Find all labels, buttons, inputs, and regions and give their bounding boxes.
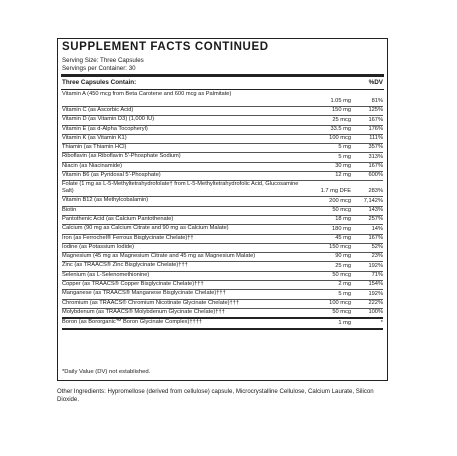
nutrient-amount: 90 mg: [335, 253, 351, 260]
servings-per-container: Servings per Container: 30: [62, 65, 136, 72]
table-header: [62, 79, 383, 88]
table-row: [62, 262, 383, 271]
nutrient-amount: 200 mcg: [329, 197, 351, 204]
nutrient-dv: 283%: [368, 188, 383, 195]
nutrient-amount: 30 mg: [335, 163, 351, 170]
nutrient-amount: 50 mcg: [332, 272, 351, 279]
header-rule: [61, 89, 384, 90]
header-dv: %DV: [368, 79, 383, 86]
nutrient-dv: 125%: [368, 107, 383, 114]
nutrient-dv: 176%: [368, 125, 383, 132]
nutrient-dv: 52%: [371, 244, 383, 251]
nutrient-amount: 100 mcg: [329, 299, 351, 306]
nutrient-amount: 1 mg: [338, 319, 351, 326]
table-row: [62, 91, 383, 107]
nutrient-table: [62, 91, 383, 330]
table-row: [62, 244, 383, 253]
other-ingredients: Other Ingredients: Hypromellose (derived from cellulose) capsule, Microcrystalline Cellulose, Calcium Laurate, Silicon Dioxide.: [57, 388, 374, 403]
table-row: [62, 290, 383, 299]
table-row: [62, 144, 383, 153]
nutrient-amount: 45 mg: [335, 234, 351, 241]
table-row: [62, 172, 383, 181]
table-row: [62, 135, 383, 144]
nutrient-dv: 81%: [371, 98, 383, 104]
nutrient-amount: 1.7 mg DFE: [320, 188, 351, 195]
nutrient-name: Iron (as Ferrochel® Ferrous Bisglycinate Chelate)††: [62, 234, 194, 241]
nutrient-amount: 25 mg: [335, 262, 351, 269]
nutrient-name: Molybdenum (as TRAACS® Molybdenum Glycinate Chelate)†††: [62, 308, 225, 315]
nutrient-amount: 5 mg: [338, 144, 351, 151]
table-row: [62, 300, 383, 309]
nutrient-dv: 7,142%: [363, 197, 383, 204]
nutrient-dv: 192%: [368, 262, 383, 269]
nutrient-name: Vitamin D (as Vitamin D3) (1,000 IU): [62, 116, 155, 123]
nutrient-amount: 33.5 mg: [330, 125, 351, 132]
nutrient-name: Magnesium (45 mg as Magnesium Citrate and 45 mg as Magnesium Malate): [62, 253, 256, 260]
nutrient-dv: 600%: [368, 172, 383, 179]
nutrient-dv: 154%: [368, 281, 383, 288]
table-row: [62, 272, 383, 281]
table-row: [62, 126, 383, 135]
nutrient-dv: 100%: [368, 309, 383, 316]
nutrient-amount: 150 mcg: [329, 244, 351, 251]
nutrient-dv: 257%: [368, 216, 383, 223]
nutrient-name: Copper (as TRAACS® Copper Bisglycinate Chelate)†††: [62, 281, 204, 288]
nutrient-name: Vitamin B12 (as Methylcobalamin): [62, 197, 149, 204]
table-row: [62, 216, 383, 225]
nutrient-dv: 313%: [368, 153, 383, 160]
nutrient-dv: 192%: [368, 290, 383, 297]
table-row: [62, 319, 383, 329]
nutrient-name: Folate (1 mg as L-5-Methyltetrahydrofolate† from L-5-Methyltetrahydrofolic Acid, Glucosamine Salt): [62, 181, 299, 195]
serving-size: Serving Size: Three Capsules: [62, 57, 144, 64]
nutrient-name: Riboflavin (as Riboflavin 5'-Phosphate Sodium): [62, 153, 181, 160]
nutrient-name: Calcium (90 mg as Calcium Citrate and 90 mg as Calcium Malate): [62, 225, 229, 232]
table-row: [62, 153, 383, 162]
nutrient-dv: 143%: [368, 206, 383, 213]
nutrient-name: Biotin: [62, 206, 77, 213]
nutrient-dv: 357%: [368, 144, 383, 151]
nutrient-dv: 111%: [369, 135, 383, 142]
nutrient-name: Manganese (as TRAACS® Manganese Bisglycinate Chelate)†††: [62, 290, 226, 297]
nutrient-amount: 12 mg: [335, 172, 351, 179]
table-row: [62, 207, 383, 216]
table-row: [62, 181, 383, 197]
nutrient-amount: 25 mcg: [332, 116, 351, 123]
nutrient-amount: 5 mg: [338, 153, 351, 160]
table-row: [62, 235, 383, 244]
nutrient-amount: 18 mg: [335, 216, 351, 223]
header-label: Three Capsules Contain:: [62, 79, 137, 86]
table-row: [62, 225, 383, 234]
nutrient-dv: 23%: [371, 253, 383, 260]
nutrient-amount: 1.05 mg: [330, 98, 351, 104]
table-row: [62, 107, 383, 116]
table-row: [62, 281, 383, 290]
nutrient-name: Iodine (as Potassium Iodide): [62, 243, 135, 250]
nutrient-amount: 100 mcg: [329, 135, 351, 142]
nutrient-amount: 150 mg: [332, 107, 351, 114]
nutrient-dv: 222%: [368, 299, 383, 306]
supplement-facts-panel: [57, 38, 388, 381]
nutrient-name: Vitamin C (as Ascorbic Acid): [62, 107, 134, 113]
nutrient-amount: 5 mg: [338, 290, 351, 297]
nutrient-name: Chromium (as TRAACS® Chromium Nicotinate Glycinate Chelate)†††: [62, 299, 239, 306]
nutrient-dv: 71%: [371, 272, 383, 279]
top-rule: [61, 74, 384, 77]
nutrient-amount: 50 mcg: [332, 206, 351, 213]
nutrient-dv: 167%: [368, 234, 383, 241]
nutrient-amount: 2 mg: [338, 281, 351, 288]
nutrient-name: Vitamin K (as Vitamin K1): [62, 134, 127, 141]
nutrient-name: Pantothenic Acid (as Calcium Pantothenate): [62, 215, 174, 222]
nutrient-dv: 167%: [368, 116, 383, 123]
nutrient-amount: 180 mg: [332, 225, 351, 232]
table-row: [62, 309, 383, 319]
nutrient-dv: 14%: [371, 225, 383, 232]
nutrient-dv: *: [380, 319, 383, 326]
nutrient-name: Boron (as Bororganic™ Boron Glycinate Complex)††††: [62, 319, 203, 326]
nutrient-name: Vitamin A (450 mcg from Beta Carotene and 600 mcg as Palmitate): [62, 91, 232, 97]
nutrient-name: Vitamin E (as d-Alpha Tocopheryl): [62, 125, 148, 132]
table-row: [62, 197, 383, 206]
nutrient-amount: 50 mcg: [332, 309, 351, 316]
table-row: [62, 116, 383, 125]
nutrient-name: Niacin (as Niacinamide): [62, 162, 123, 169]
footnote: *Daily Value (DV) not established.: [62, 369, 151, 375]
nutrient-name: Zinc (as TRAACS® Zinc Bisglycinate Chelate)†††: [62, 262, 188, 269]
nutrient-name: Thiamin (as Thiamin HCl): [62, 144, 127, 151]
table-row: [62, 163, 383, 172]
nutrient-dv: 167%: [368, 163, 383, 170]
panel-title: SUPPLEMENT FACTS CONTINUED: [62, 41, 269, 53]
nutrient-name: Vitamin B6 (as Pyridoxal 5'-Phosphate): [62, 172, 161, 179]
nutrient-name: Selenium (as L-Selenomethionine): [62, 271, 150, 278]
